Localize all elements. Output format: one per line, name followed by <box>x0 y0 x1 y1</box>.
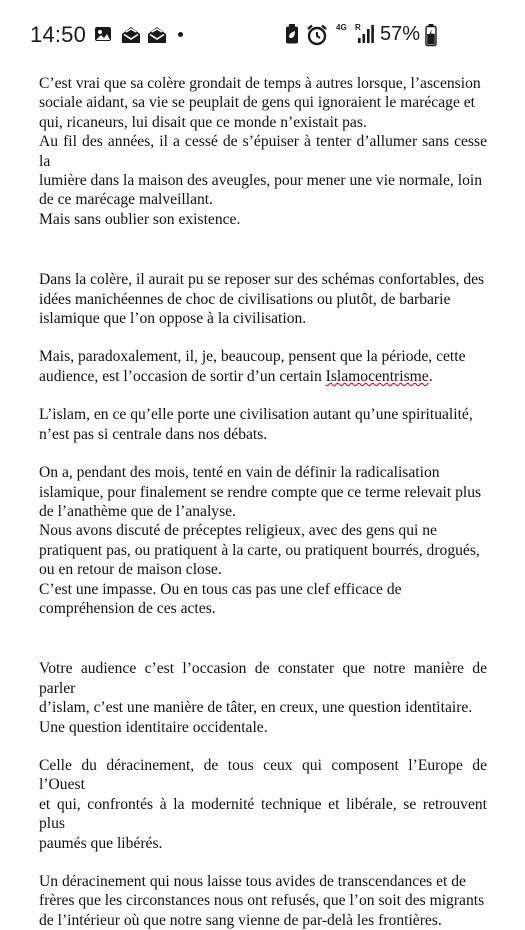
text-line: Mais, paradoxalement, il, je, beaucoup, pensent que la période, cette <box>39 348 466 366</box>
text-line: Dans la colère, il aurait pu se reposer sur des schémas confortables, des <box>39 271 485 289</box>
status-time: 14:50 <box>30 22 87 47</box>
paragraph-spacer <box>39 853 487 872</box>
paragraph-spacer <box>39 737 487 756</box>
text-line: pratiquent pas, ou pratiquent à la carte, ou pratiquent bourrés, drogués, <box>39 541 480 559</box>
text-line: C’est vrai que sa colère grondait de temps à autres lorsque, l’ascension <box>39 75 481 92</box>
roaming-label: R <box>355 23 361 32</box>
text-fragment: . <box>428 367 433 385</box>
paragraph-4 <box>39 405 487 444</box>
paragraph-6 <box>39 659 487 737</box>
text-line: de l’intérieur où que notre sang vienne de par-delà les frontières. <box>39 911 442 929</box>
status-bar <box>0 0 525 62</box>
paragraph-2 <box>39 270 487 328</box>
text-line: d’islam, c’est une manière de tâter, en creux, une question identitaire. <box>39 699 473 717</box>
paragraph-spacer <box>39 618 487 659</box>
text-line: ou en retour de maison close. <box>39 561 222 579</box>
signal-icon <box>352 24 374 49</box>
battery-icon <box>425 24 437 51</box>
network-type-label: 4G <box>336 23 347 32</box>
battery-percent: 57% <box>380 23 421 45</box>
text-line: On a, pendant des mois, tenté en vain de définir la radicalisation <box>39 464 440 482</box>
paragraph-8 <box>39 872 487 930</box>
text-line: L’islam, en ce qu’elle porte une civilisation autant qu’une spiritualité, <box>39 406 473 424</box>
gallery-icon <box>94 26 112 47</box>
notification-dot-icon <box>178 32 183 37</box>
text-line: islamique que l’on oppose à la civilisation. <box>39 310 307 328</box>
text-line: n’est pas si centrale dans nos débats. <box>39 425 268 443</box>
text-line: Nous avons discuté de préceptes religieux, avec des gens qui ne <box>39 522 437 540</box>
network-type <box>336 23 347 32</box>
text-line: de ce marécage malveillant. <box>39 191 214 209</box>
alarm-icon <box>306 24 328 51</box>
paragraph-spacer <box>39 229 487 270</box>
text-line: lumière dans la maison des aveugles, pour mener une vie normale, loin <box>39 172 482 190</box>
text-line: qui, ricaneurs, lui disait que ce monde n’existait pas. <box>39 113 367 131</box>
text-line: Celle du déracinement, de tous ceux qui composent l’Europe de l’Ouest <box>39 756 487 794</box>
text-line: compréhension de ces actes. <box>39 599 216 617</box>
text-line: sociale aidant, sa vie se peuplait de gens qui ignoraient le marécage et <box>39 94 476 112</box>
text-line: Au fil des années, il a cessé de s’épuiser à tenter d’allumer sans cesse la <box>39 133 487 170</box>
text-line: idées manichéennes de choc de civilisations ou plutôt, de barbarie <box>39 290 451 308</box>
text-line: Votre audience c’est l’occasion de constater que notre manière de parler <box>39 660 487 697</box>
text-fragment: audience, est l’occasion de sortir d’un certain <box>39 367 326 385</box>
mail-open-icon <box>121 26 141 49</box>
mail-open-icon <box>147 26 167 49</box>
paragraph-spacer <box>39 328 487 347</box>
text-line: islamique, pour finalement se rendre compte que ce terme relevait plus <box>39 483 482 501</box>
text-line: C’est une impasse. Ou en tous cas pas une clef efficace de <box>39 580 402 598</box>
text-line: et qui, confrontés à la modernité technique et libérale, se retrouvent plus <box>39 795 487 833</box>
text-line: frères que les circonstances nous ont refusés, que l’on soit des migrants <box>39 892 485 910</box>
paragraph-5 <box>39 463 487 618</box>
spellcheck-underlined-word[interactable]: Islamocentrisme <box>325 367 429 385</box>
text-line: de l’anathème que de l’analyse. <box>39 502 236 520</box>
paragraph-spacer <box>39 444 487 463</box>
paragraph-spacer <box>39 386 487 405</box>
paragraph-3 <box>39 347 487 386</box>
text-line: Une question identitaire occidentale. <box>39 718 268 736</box>
text-line: paumés que libérés. <box>39 834 163 852</box>
text-line <box>39 367 487 386</box>
paragraph-1 <box>39 74 487 229</box>
document-body <box>39 74 487 930</box>
text-line: Mais sans oublier son existence. <box>39 210 241 228</box>
text-line: Un déracinement qui nous laisse tous avides de transcendances et de <box>39 873 466 890</box>
battery-saver-icon <box>285 24 299 49</box>
paragraph-7 <box>39 756 487 853</box>
